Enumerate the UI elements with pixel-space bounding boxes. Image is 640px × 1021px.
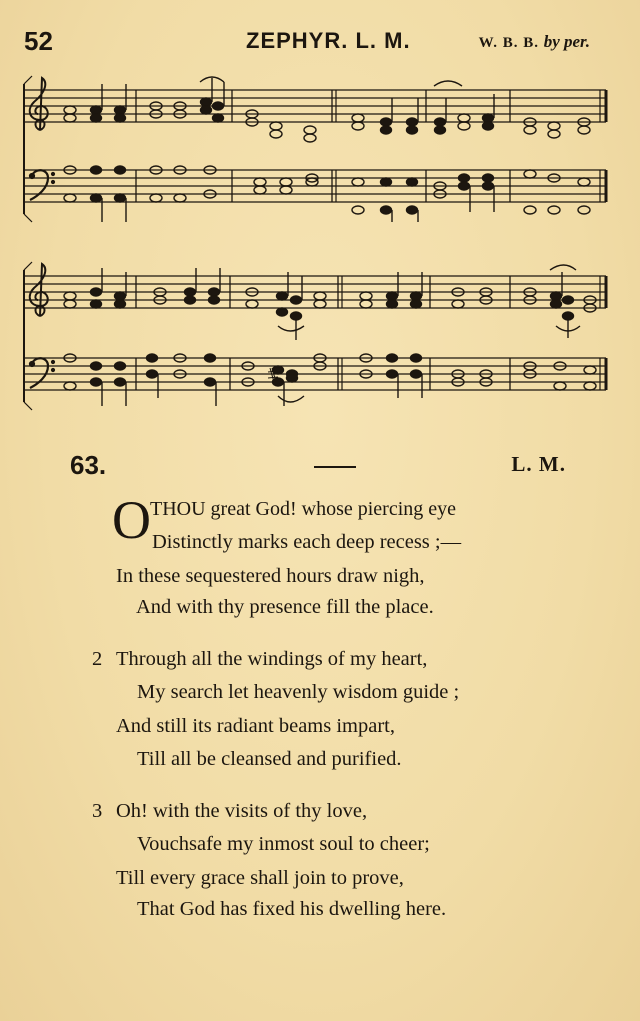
stanza-line: And still its radiant beams impart, — [116, 715, 395, 737]
stanza-line: My search let heavenly wisdom guide ; — [137, 681, 460, 703]
stanza-line: Till every grace shall join to prove, — [116, 867, 404, 889]
hymn-meter: L. M. — [511, 452, 566, 476]
stanza-line: Oh! with the visits of thy love, — [116, 800, 368, 822]
music-system-2 — [20, 256, 616, 420]
music-score-system-2 — [20, 256, 616, 420]
composer-initials: W. B. B. — [478, 35, 539, 51]
stanza-line: That God has fixed his dwelling here. — [137, 898, 447, 920]
stanza-number: 3 — [92, 800, 103, 822]
music-score-system-1 — [20, 72, 616, 232]
dropcap-letter: O — [112, 490, 151, 550]
heading-dash-divider — [314, 466, 356, 468]
hymn-number: 63. — [70, 450, 107, 480]
hymn-heading — [70, 448, 570, 488]
stanza-line: Through all the windings of my heart, — [116, 648, 428, 670]
stanza-number: 2 — [92, 648, 103, 670]
stanza-line: Till all be cleansed and purified. — [137, 748, 402, 770]
stanza-line: In these sequestered hours draw nigh, — [116, 565, 425, 587]
composer-credit — [479, 32, 590, 52]
page-header — [24, 26, 604, 62]
music-system-1 — [20, 72, 616, 232]
tune-title: ZEPHYR. L. M. — [246, 28, 411, 53]
composer-note: by per. — [543, 32, 590, 51]
page-number: 52 — [24, 26, 53, 56]
stanza-line: Vouchsafe my inmost soul to cheer; — [137, 833, 430, 855]
stanza-line: And with thy presence fill the place. — [136, 596, 434, 618]
stanza-line: Distinctly marks each deep recess ;— — [152, 531, 462, 553]
stanza-line: THOU great God! whose piercing eye — [150, 498, 457, 520]
